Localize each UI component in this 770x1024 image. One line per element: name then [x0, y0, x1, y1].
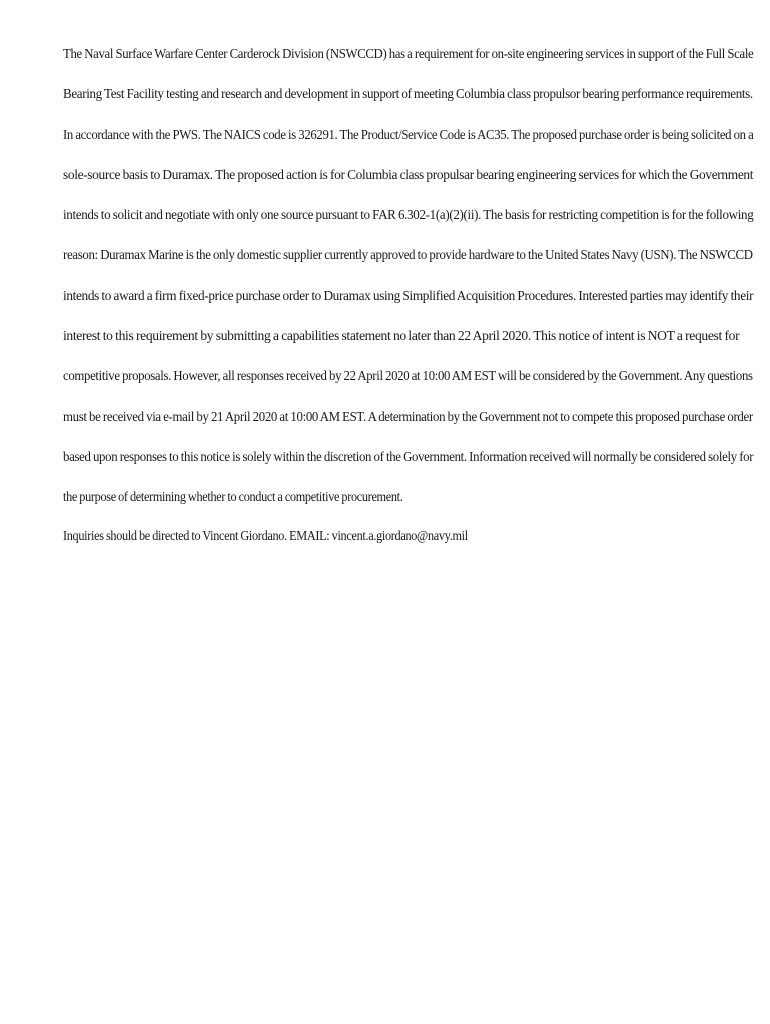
notice-body-paragraph: [63, 40, 753, 524]
notice-line: sole-source basis to Duramax. The proposed action is for Columbia class propulsar bearing engineering services for which the Government: [63, 166, 754, 182]
notice-line: The Naval Surface Warfare Center Carderock Division (NSWCCD) has a requirement for on-site engineering services in support of the Full Scale: [63, 46, 754, 61]
notice-line: In accordance with the PWS. The NAICS code is 326291. The Product/Service Code is AC35. The proposed purchase order is being solicited on a: [63, 126, 754, 142]
notice-line: intends to solicit and negotiate with only one source pursuant to FAR 6.302-1(a)(2)(ii). The basis for restricting competition is for the following: [63, 207, 754, 223]
notice-line: reason: Duramax Marine is the only domestic supplier currently approved to provide hardware to the United States Navy (USN). The NSWCCD: [63, 247, 753, 263]
notice-line: must be received via e-mail by 21 April 2020 at 10:00 AM EST. A determination by the Government not to compete this proposed purchase order: [63, 408, 753, 424]
notice-line: interest to this requirement by submitting a capabilities statement no later than 22 April 2020. This notice of intent is NOT a request for: [63, 328, 740, 344]
notice-line: the purpose of determining whether to conduct a competitive procurement.: [63, 489, 403, 505]
notice-line: intends to award a firm fixed-price purchase order to Duramax using Simplified Acquisition Procedures. Interested parties may identify their: [63, 287, 754, 303]
notice-line: Bearing Test Facility testing and research and development in support of meeting Columbia class propulsor bearing performance requirements.: [63, 86, 753, 102]
notice-line: competitive proposals. However, all responses received by 22 April 2020 at 10:00 AM EST will be considered by the Government. Any questions: [63, 368, 753, 384]
notice-line: based upon responses to this notice is solely within the discretion of the Government. Information received will normally be considered solely for: [63, 448, 754, 464]
inquiry-contact-line: Inquiries should be directed to Vincent Giordano. EMAIL: vincent.a.giordano@navy.mil: [63, 528, 468, 543]
